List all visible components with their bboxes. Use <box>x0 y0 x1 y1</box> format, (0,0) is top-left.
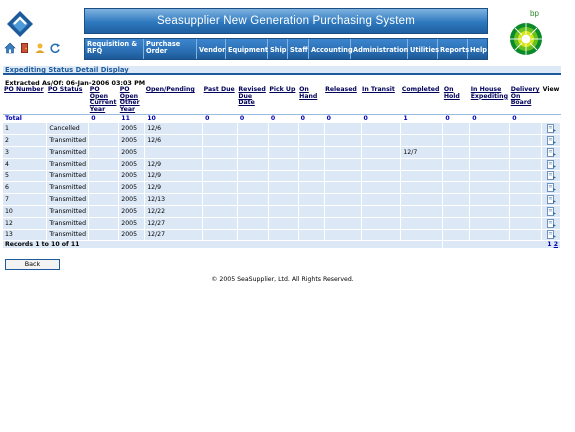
cell-pick-up <box>268 194 298 206</box>
cell-revised-due-date <box>237 146 268 158</box>
cell-past-due <box>203 135 238 147</box>
cell-po-status: Transmitted <box>47 205 89 217</box>
cell-past-due <box>203 182 238 194</box>
cell-pick-up <box>268 146 298 158</box>
cell-on-hand <box>298 123 324 135</box>
col-in-transit[interactable]: In Transit <box>361 86 401 115</box>
cell-in-transit <box>361 217 401 229</box>
cell-completed: 12/7 <box>401 146 443 158</box>
cell-in-transit <box>361 170 401 182</box>
cell-on-hold <box>443 170 470 182</box>
home-icon[interactable] <box>4 42 16 54</box>
records-text: Records 1 to 10 of 11 <box>3 241 443 249</box>
cell-on-hand <box>298 135 324 147</box>
cell-on-hold <box>443 146 470 158</box>
cell-in-transit <box>361 146 401 158</box>
view-cell[interactable] <box>542 146 561 158</box>
cell-in-transit <box>361 182 401 194</box>
records-row <box>3 241 561 249</box>
cell-revised-due-date <box>237 123 268 135</box>
cell-po-open-other-year: 2005 <box>119 146 145 158</box>
cell-open-pending: 12/13 <box>145 194 203 206</box>
cell-on-hold <box>443 217 470 229</box>
cell-on-hand <box>298 170 324 182</box>
cell-past-due <box>203 205 238 217</box>
view-cell[interactable] <box>542 182 561 194</box>
cell-delivery-on-board <box>510 146 542 158</box>
cell-revised-due-date <box>237 229 268 241</box>
cell-on-hold <box>443 194 470 206</box>
table-row <box>3 123 561 135</box>
nav-staff[interactable]: Staff <box>288 39 309 59</box>
cell-po-number[interactable]: 5 <box>3 170 47 182</box>
cell-in-house-expediting <box>470 146 510 158</box>
view-cell[interactable] <box>542 170 561 182</box>
cell-on-hold <box>443 135 470 147</box>
back-button[interactable]: Back <box>5 259 60 270</box>
view-cell[interactable] <box>542 217 561 229</box>
cell-po-status: Transmitted <box>47 182 89 194</box>
cell-po-status: Transmitted <box>47 194 89 206</box>
table-body <box>3 123 561 241</box>
cell-po-open-current-year <box>89 182 119 194</box>
user-icon[interactable] <box>34 42 46 54</box>
total-cell: 0 <box>298 115 324 123</box>
main-nav <box>84 38 488 60</box>
view-document-icon[interactable] <box>547 136 556 145</box>
cell-past-due <box>203 194 238 206</box>
view-document-icon[interactable] <box>547 207 556 216</box>
exit-door-icon[interactable] <box>19 42 31 54</box>
cell-on-hand <box>298 146 324 158</box>
total-cell <box>542 115 561 123</box>
cell-open-pending: 12/9 <box>145 182 203 194</box>
cell-po-status: Transmitted <box>47 217 89 229</box>
cell-open-pending: 12/27 <box>145 229 203 241</box>
extracted-as-of: Extracted As/Of: 06-Jan-2006 03:03 PM <box>5 79 146 87</box>
cell-released <box>324 229 361 241</box>
cell-in-transit <box>361 205 401 217</box>
total-cell: 0 <box>443 115 470 123</box>
cell-po-status: Transmitted <box>47 135 89 147</box>
page-title: Expediting Status Detail Display <box>3 66 561 75</box>
cell-delivery-on-board <box>510 158 542 170</box>
nav-ship[interactable]: Ship <box>268 39 288 59</box>
cell-completed <box>401 135 443 147</box>
view-cell[interactable] <box>542 205 561 217</box>
cell-po-number[interactable]: 1 <box>3 123 47 135</box>
col-po-number[interactable]: PO Number <box>3 86 47 115</box>
cell-delivery-on-board <box>510 182 542 194</box>
table-row <box>3 205 561 217</box>
cell-po-open-other-year: 2005 <box>119 123 145 135</box>
view-document-icon[interactable] <box>547 195 556 204</box>
total-cell: 0 <box>203 115 238 123</box>
cell-po-status: Cancelled <box>47 123 89 135</box>
nav-vendor[interactable]: Vendor <box>197 39 226 59</box>
col-open-pending[interactable]: Open/Pending <box>145 86 203 115</box>
nav-administration[interactable]: Administration <box>351 39 408 59</box>
view-cell[interactable] <box>542 135 561 147</box>
cell-released <box>324 135 361 147</box>
expediting-table <box>3 86 561 249</box>
cell-open-pending <box>145 146 203 158</box>
cell-open-pending: 12/9 <box>145 170 203 182</box>
nav-equipment[interactable]: Equipment <box>226 39 268 59</box>
cell-on-hold <box>443 123 470 135</box>
view-cell[interactable] <box>542 229 561 241</box>
total-cell <box>47 115 89 123</box>
cell-open-pending: 12/6 <box>145 123 203 135</box>
total-cell: 1 <box>401 115 443 123</box>
total-cell: 0 <box>470 115 510 123</box>
view-document-icon[interactable] <box>547 183 556 192</box>
svg-text:bp: bp <box>530 9 539 18</box>
cell-po-number[interactable]: 12 <box>3 217 47 229</box>
cell-completed <box>401 229 443 241</box>
total-row <box>3 115 561 123</box>
cell-po-open-current-year <box>89 205 119 217</box>
app-logo <box>6 10 34 38</box>
view-cell[interactable] <box>542 123 561 135</box>
cell-past-due <box>203 146 238 158</box>
cell-on-hand <box>298 217 324 229</box>
cell-revised-due-date <box>237 135 268 147</box>
col-on-hand[interactable]: On Hand <box>298 86 324 115</box>
col-revised-due-date[interactable]: Revised Due Date <box>237 86 268 115</box>
cell-delivery-on-board <box>510 194 542 206</box>
total-label: Total <box>3 115 47 123</box>
table-row <box>3 158 561 170</box>
cell-po-open-current-year <box>89 135 119 147</box>
cell-open-pending: 12/6 <box>145 135 203 147</box>
cell-delivery-on-board <box>510 135 542 147</box>
nav-reports[interactable]: Reports <box>438 39 468 59</box>
cell-po-open-current-year <box>89 158 119 170</box>
cell-on-hand <box>298 205 324 217</box>
cell-po-open-other-year: 2005 <box>119 205 145 217</box>
cell-in-house-expediting <box>470 182 510 194</box>
cell-open-pending: 12/27 <box>145 217 203 229</box>
cell-on-hold <box>443 205 470 217</box>
col-released[interactable]: Released <box>324 86 361 115</box>
cell-po-open-current-year <box>89 229 119 241</box>
cell-on-hold <box>443 158 470 170</box>
cell-delivery-on-board <box>510 205 542 217</box>
cell-released <box>324 146 361 158</box>
cell-revised-due-date <box>237 170 268 182</box>
cell-past-due <box>203 170 238 182</box>
view-document-icon[interactable] <box>547 219 556 228</box>
cell-in-house-expediting <box>470 170 510 182</box>
copyright-text: © 2005 SeaSupplier, Ltd. All Rights Reserved. <box>211 276 354 283</box>
col-on-hold[interactable]: On Hold <box>443 86 470 115</box>
cell-on-hand <box>298 194 324 206</box>
cell-in-house-expediting <box>470 194 510 206</box>
cell-open-pending: 12/9 <box>145 158 203 170</box>
cell-delivery-on-board <box>510 170 542 182</box>
cell-revised-due-date <box>237 194 268 206</box>
col-in-house-expediting[interactable]: In House Expediting <box>470 86 510 115</box>
total-cell: 0 <box>361 115 401 123</box>
cell-in-house-expediting <box>470 229 510 241</box>
cell-po-number[interactable]: 13 <box>3 229 47 241</box>
cell-past-due <box>203 123 238 135</box>
cell-completed <box>401 217 443 229</box>
cell-on-hand <box>298 158 324 170</box>
cell-pick-up <box>268 182 298 194</box>
total-cell: 0 <box>268 115 298 123</box>
view-cell[interactable] <box>542 158 561 170</box>
cell-past-due <box>203 229 238 241</box>
view-document-icon[interactable] <box>547 230 556 239</box>
table-row <box>3 217 561 229</box>
col-pick-up[interactable]: Pick Up <box>268 86 298 115</box>
cell-po-open-other-year: 2005 <box>119 158 145 170</box>
cell-completed <box>401 158 443 170</box>
cell-revised-due-date <box>237 158 268 170</box>
cell-completed <box>401 182 443 194</box>
cell-po-open-other-year: 2005 <box>119 229 145 241</box>
col-po-open-other-year[interactable]: PO Open Other Year <box>119 86 145 115</box>
cell-revised-due-date <box>237 205 268 217</box>
cell-po-number[interactable]: 10 <box>3 205 47 217</box>
cell-past-due <box>203 217 238 229</box>
cell-po-open-current-year <box>89 170 119 182</box>
cell-pick-up <box>268 217 298 229</box>
cell-released <box>324 158 361 170</box>
cell-on-hand <box>298 229 324 241</box>
cell-po-open-current-year <box>89 123 119 135</box>
col-delivery-on-board[interactable]: Delivery On Board <box>510 86 542 115</box>
cell-in-transit <box>361 135 401 147</box>
total-cell: 10 <box>145 115 203 123</box>
cell-pick-up <box>268 229 298 241</box>
cell-delivery-on-board <box>510 123 542 135</box>
cell-po-number[interactable]: 4 <box>3 158 47 170</box>
col-po-status[interactable]: PO Status <box>47 86 89 115</box>
nav-requisition-rfq[interactable]: Requisition & RFQ <box>85 39 144 59</box>
cell-on-hold <box>443 182 470 194</box>
cell-released <box>324 205 361 217</box>
cell-released <box>324 182 361 194</box>
cell-po-open-current-year <box>89 217 119 229</box>
total-cell: 0 <box>324 115 361 123</box>
view-document-icon[interactable] <box>547 148 556 157</box>
view-document-icon[interactable] <box>547 124 556 133</box>
cell-in-house-expediting <box>470 135 510 147</box>
cell-released <box>324 123 361 135</box>
total-cell: 0 <box>510 115 542 123</box>
cell-in-house-expediting <box>470 158 510 170</box>
cell-po-open-current-year <box>89 194 119 206</box>
cell-delivery-on-board <box>510 229 542 241</box>
col-completed[interactable]: Completed <box>401 86 443 115</box>
cell-pick-up <box>268 170 298 182</box>
cell-po-number[interactable]: 3 <box>3 146 47 158</box>
table-row <box>3 135 561 147</box>
cell-po-number[interactable]: 2 <box>3 135 47 147</box>
nav-help[interactable]: Help <box>470 45 487 54</box>
toolbar-icons <box>4 42 61 54</box>
nav-utilities[interactable]: Utilities <box>408 39 438 59</box>
nav-purchase-order[interactable]: Purchase Order <box>144 39 197 59</box>
table-row <box>3 170 561 182</box>
cell-completed <box>401 170 443 182</box>
cell-po-open-current-year <box>89 146 119 158</box>
cell-in-transit <box>361 229 401 241</box>
bp-logo <box>508 8 546 58</box>
cell-open-pending: 12/22 <box>145 205 203 217</box>
cell-in-house-expediting <box>470 123 510 135</box>
page-link-1[interactable]: 1 <box>547 241 552 249</box>
cell-po-number[interactable]: 6 <box>3 182 47 194</box>
cell-po-open-other-year: 2005 <box>119 182 145 194</box>
view-cell[interactable] <box>542 194 561 206</box>
table-row <box>3 146 561 158</box>
total-cell: 11 <box>119 115 145 123</box>
pagination <box>443 241 561 249</box>
cell-released <box>324 170 361 182</box>
cell-po-open-other-year: 2005 <box>119 194 145 206</box>
cell-po-open-other-year: 2005 <box>119 135 145 147</box>
cell-pick-up <box>268 205 298 217</box>
cell-on-hold <box>443 229 470 241</box>
cell-pick-up <box>268 135 298 147</box>
col-past-due[interactable]: Past Due <box>203 86 238 115</box>
cell-po-number[interactable]: 7 <box>3 194 47 206</box>
cell-completed <box>401 205 443 217</box>
app-banner-title: Seasupplier New Generation Purchasing System <box>84 8 488 34</box>
total-cell: 0 <box>237 115 268 123</box>
cell-po-status: Transmitted <box>47 158 89 170</box>
cell-po-status: Transmitted <box>47 229 89 241</box>
cell-revised-due-date <box>237 217 268 229</box>
total-cell: 0 <box>89 115 119 123</box>
cell-pick-up <box>268 123 298 135</box>
table-row <box>3 182 561 194</box>
col-view: View <box>542 86 561 115</box>
col-po-open-current-year[interactable]: PO Open Current Year <box>89 86 119 115</box>
cell-po-status: Transmitted <box>47 170 89 182</box>
cell-po-status: Transmitted <box>47 146 89 158</box>
table-row <box>3 229 561 241</box>
cell-in-transit <box>361 123 401 135</box>
cell-pick-up <box>268 158 298 170</box>
cell-revised-due-date <box>237 182 268 194</box>
cell-po-open-other-year: 2005 <box>119 170 145 182</box>
cell-completed <box>401 194 443 206</box>
page-link-2[interactable]: 2 <box>553 241 558 249</box>
cell-in-house-expediting <box>470 217 510 229</box>
cell-released <box>324 217 361 229</box>
cell-po-open-other-year: 2005 <box>119 217 145 229</box>
view-document-icon[interactable] <box>547 160 556 169</box>
cell-in-transit <box>361 194 401 206</box>
table-row <box>3 194 561 206</box>
refresh-icon[interactable] <box>49 42 61 54</box>
cell-on-hand <box>298 182 324 194</box>
cell-completed <box>401 123 443 135</box>
view-document-icon[interactable] <box>547 171 556 180</box>
nav-accounting[interactable]: Accounting <box>309 39 351 59</box>
cell-released <box>324 194 361 206</box>
cell-in-transit <box>361 158 401 170</box>
cell-in-house-expediting <box>470 205 510 217</box>
cell-past-due <box>203 158 238 170</box>
cell-delivery-on-board <box>510 217 542 229</box>
